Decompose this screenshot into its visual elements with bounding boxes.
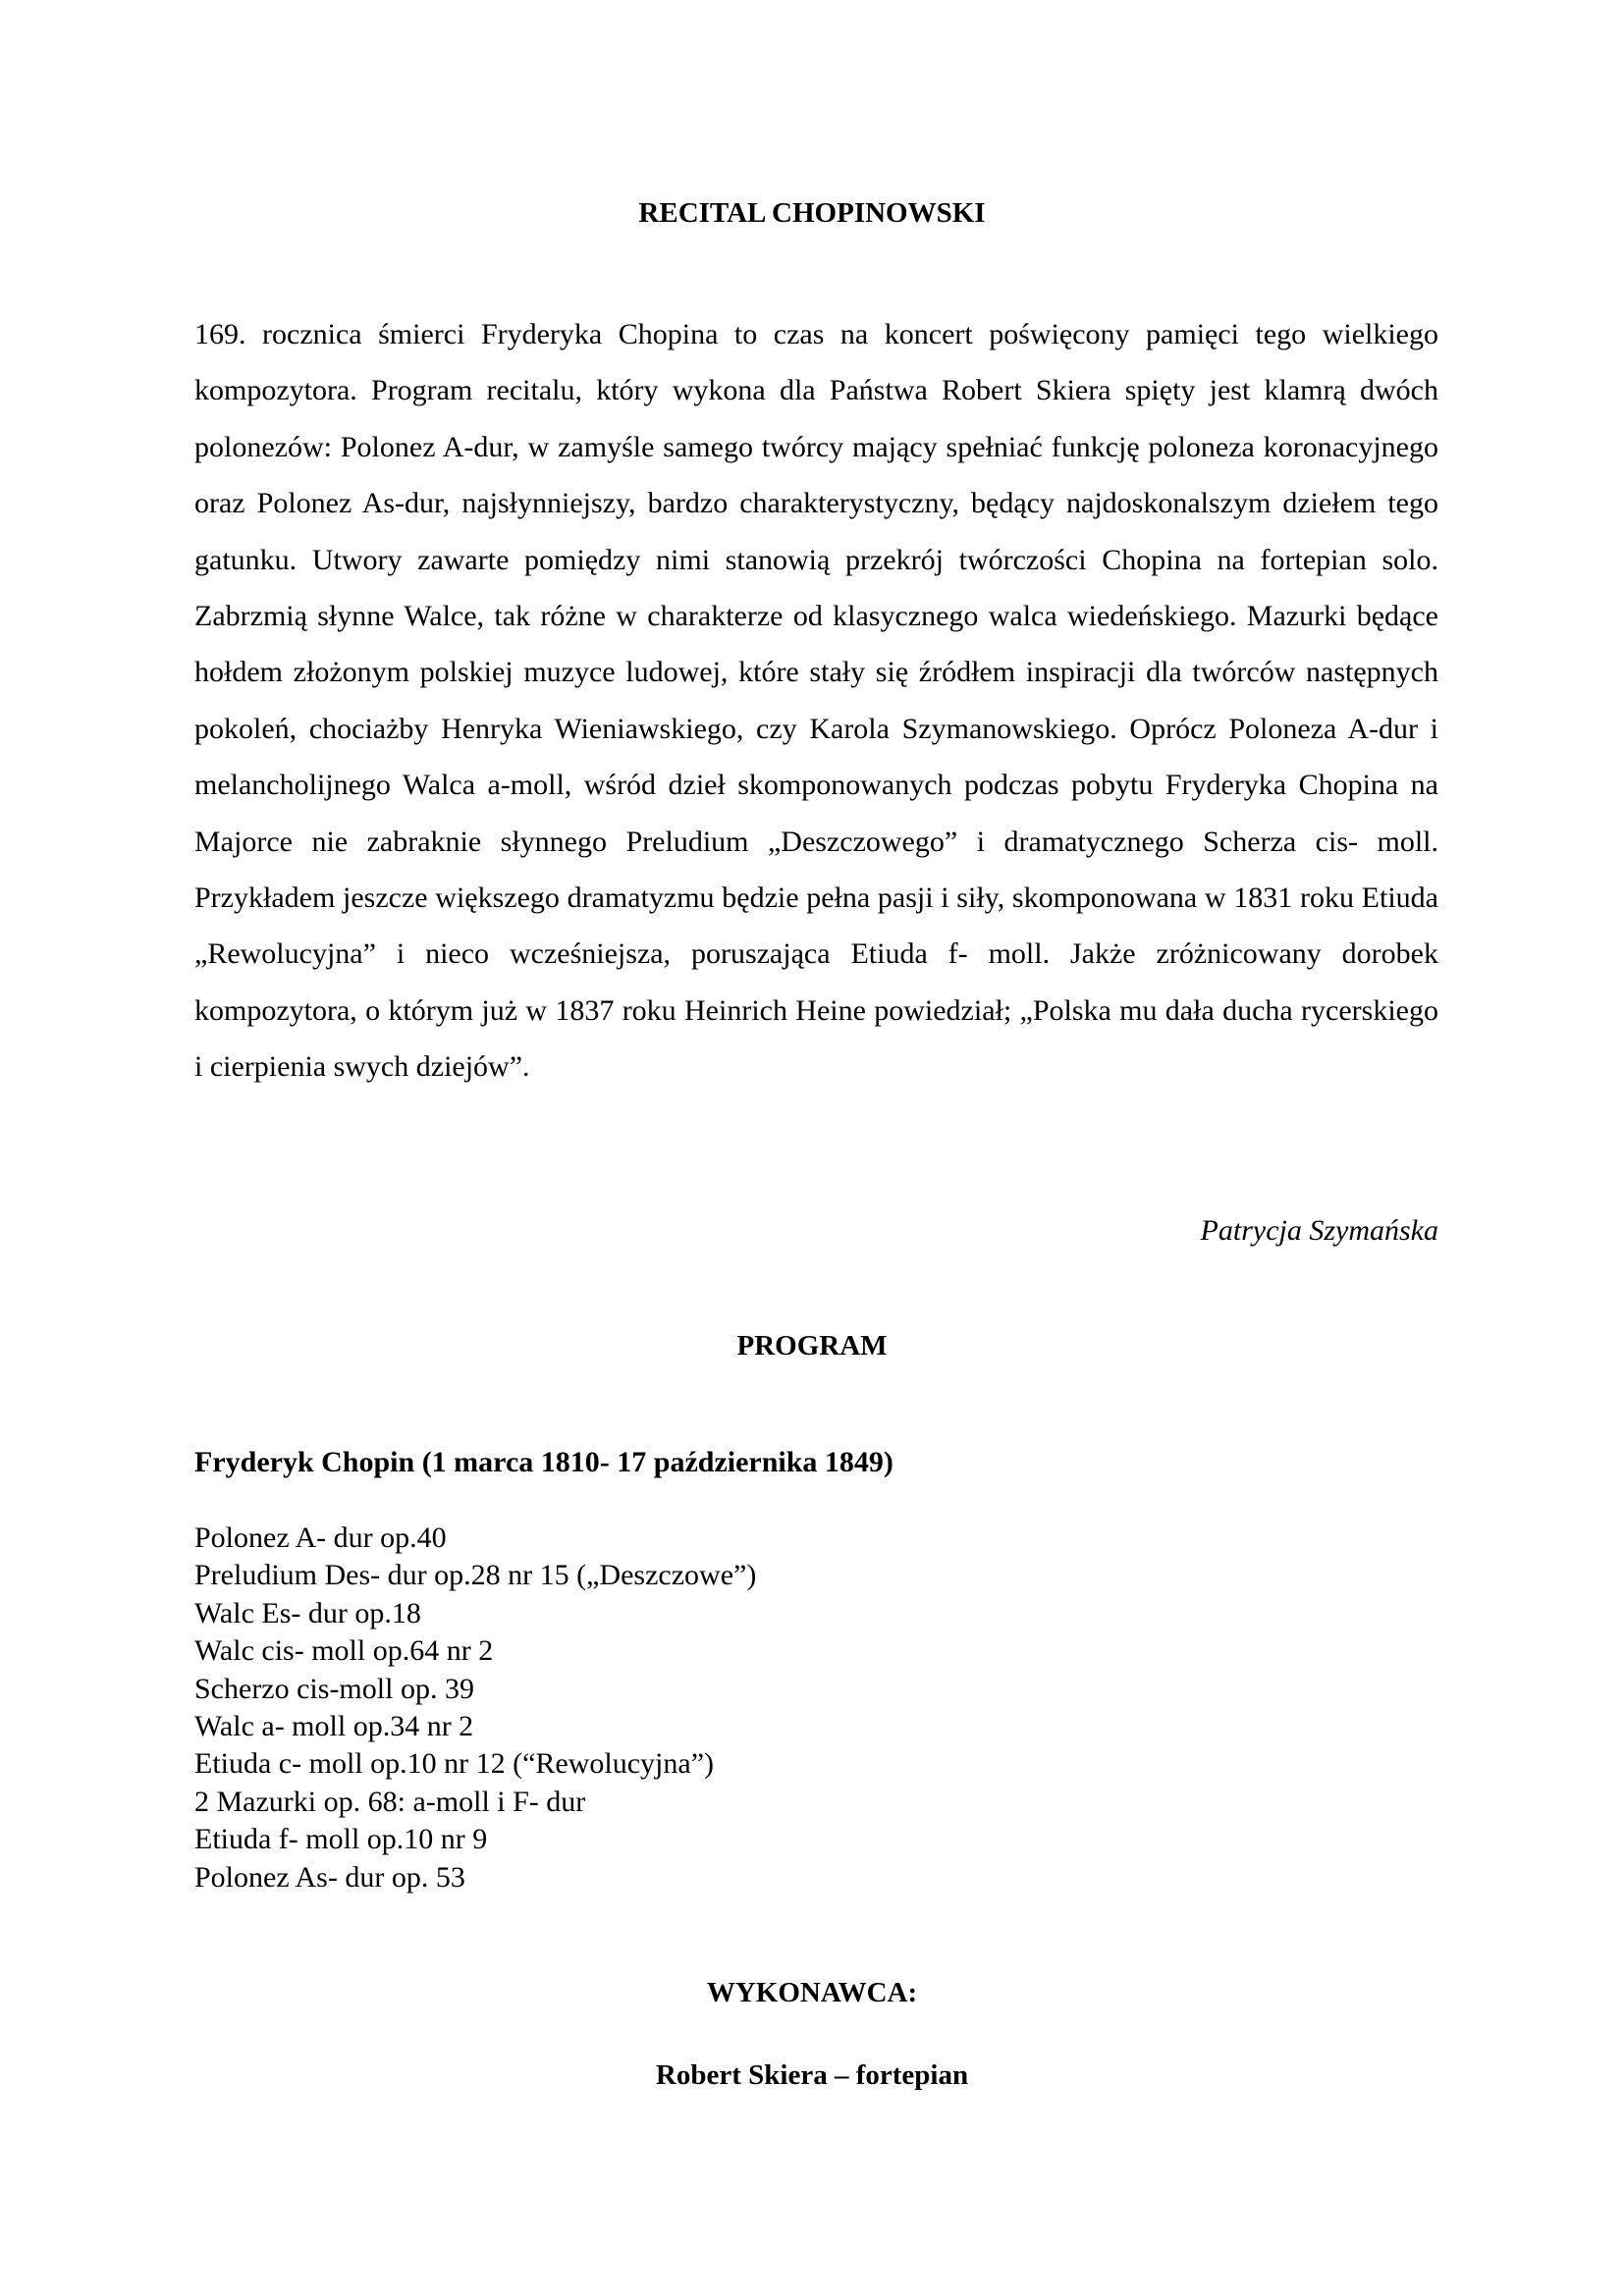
intro-paragraph: 169. rocznica śmierci Fryderyka Chopina to czas na koncert poświęcony pamięci tego wielkiego kompozytora. Program recitalu, który wykona dla Państwa Robert Skiera spięty jest klamrą dwóch polonezów: Polonez A-dur, w zamyśle samego twórcy mający spełniać funkcję poloneza koronacyjnego oraz Polonez As-dur, najsłynniejszy, bardzo charakterystyczny, będący najdoskonalszym dziełem tego gatunku. Utwory zawarte pomiędzy nimi stanowią przekrój twórczości Chopina na fortepian solo. Zabrzmią słynne Walce, tak różne w charakterze od klasycznego walca wiedeńskiego. Mazurki będące hołdem złożonym polskiej muzyce ludowej, które stały się źródłem inspiracji dla twórców następnych pokoleń, chociażby Henryka Wieniawskiego, czy Karola Szymanowskiego. Oprócz Poloneza A-dur i melancholijnego Walca a-moll, wśród dzieł skomponowanych podczas pobytu Fryderyka Chopina na Majorce nie zabraknie słynnego Preludium „Deszczowego” i dramatycznego Scherza cis- moll. Przykładem jeszcze większego dramatyzmu będzie pełna pasji i siły, skomponowana w 1831 roku Etiuda „Rewolucyjna” i nieco wcześniejsza, poruszająca Etiuda f- moll. Jakże zróżnicowany dorobek kompozytora, o którym już w 1837 roku Heinrich Heine powiedział; „Polska mu dała ducha rycerskiego i cierpienia swych dziejów”. (194, 318, 1438, 1084)
author-signature: Patrycja Szymańska (1200, 1214, 1438, 1247)
performer-heading: WYKONAWCA: (706, 1977, 918, 2008)
program-item: Polonez As- dur op. 53 (194, 1860, 465, 1894)
document-title: RECITAL CHOPINOWSKI (638, 197, 986, 229)
program-list (194, 1520, 756, 1896)
program-item: Etiuda c- moll op.10 nr 12 (“Rewolucyjna”) (194, 1747, 715, 1781)
program-item: Preludium Des- dur op.28 nr 15 („Deszczowe”) (194, 1559, 757, 1592)
program-item: Walc a- moll op.34 nr 2 (194, 1709, 474, 1742)
program-item: Walc cis- moll op.64 nr 2 (194, 1634, 494, 1668)
program-item: Etiuda f- moll op.10 nr 9 (194, 1823, 488, 1856)
program-item: Scherzo cis-moll op. 39 (194, 1672, 474, 1705)
program-item: 2 Mazurki op. 68: a-moll i F- dur (194, 1785, 586, 1818)
performer-name: Robert Skiera – fortepian (655, 2059, 969, 2091)
program-item: Polonez A- dur op.40 (194, 1522, 447, 1554)
program-item: Walc Es- dur op.18 (194, 1596, 421, 1629)
program-heading: PROGRAM (736, 1330, 888, 1362)
composer-heading: Fryderyk Chopin (1 marca 1810- 17 października 1849) (194, 1446, 893, 1478)
